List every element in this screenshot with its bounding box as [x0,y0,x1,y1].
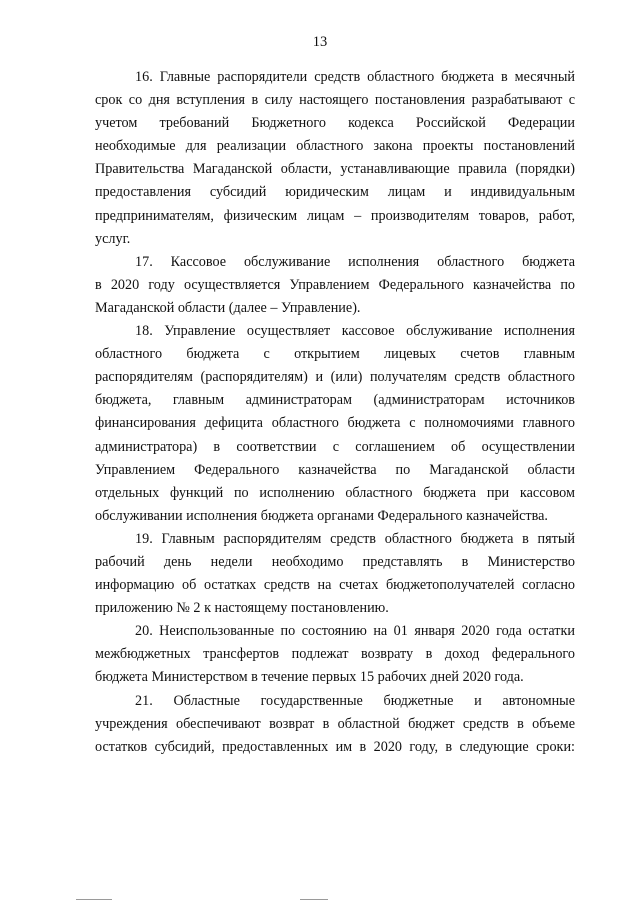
text-line: 18. Управление осуществляет кассовое обслуживание исполнения [135,323,575,340]
text-line: информацию об остатках средств на счетах бюджетополучателей согласно [95,577,575,594]
text-line: обслуживании исполнения бюджета органами Федерального казначейства. [95,507,548,524]
text-line: предпринимателям, физическим лицам – производителям товаров, работ, [95,207,575,224]
text-line: бюджета Министерством в течение первых 15 рабочих дней 2020 года. [95,669,524,686]
text-line: услуг. [95,230,131,247]
page-number: 13 [312,34,328,50]
paragraph-21 [95,690,575,759]
text-line: рабочий день недели необходимо представлять в Министерство [95,553,575,570]
text-line: Правительства Магаданской области, устанавливающие правила (порядки) [95,161,575,178]
text-line: 21. Областные государственные бюджетные и автономные [135,692,575,709]
text-line: 19. Главным распорядителям средств областного бюджета в пятый [135,530,575,547]
paragraph-17 [95,251,575,320]
paragraph-20 [95,620,575,689]
text-line: остатков субсидий, предоставленных им в 2020 году, в следующие сроки: [95,738,575,755]
scan-edge-mark [300,899,328,900]
text-line: распорядителям (распорядителям) и (или) получателям средств областного [95,369,575,386]
text-line: межбюджетных трансфертов подлежат возврату в доход федерального [95,646,575,663]
text-line: 16. Главные распорядители средств областного бюджета в месячный [135,69,575,85]
text-line: необходимые для реализации областного закона проекты постановлений [95,138,575,155]
paragraph-18 [95,320,575,528]
text-line: Магаданской области (далее – Управление). [95,299,361,316]
text-line: бюджета, главным администраторам (администраторам источников [95,392,575,409]
scan-edge-mark [76,899,112,900]
text-line: приложению № 2 к настоящему постановлению. [95,600,389,617]
text-line: срок со дня вступления в силу настоящего постановления разрабатывают с [95,92,575,109]
text-line: предоставления субсидий юридическим лицам и индивидуальным [95,184,575,201]
text-line: учреждения обеспечивают возврат в областной бюджет средств в объеме [95,715,575,732]
paragraph-19 [95,528,575,620]
text-line: в 2020 году осуществляется Управлением Федерального казначейства по [95,276,575,293]
text-line: учетом требований Бюджетного кодекса Российской Федерации [95,115,575,132]
text-line: областного бюджета с открытием лицевых счетов главным [95,346,575,363]
text-line: Управлением Федерального казначейства по Магаданской области [95,461,575,478]
body-text [95,66,575,759]
text-line: администратора) в соответствии с соглашением об осуществлении [95,438,575,455]
text-line: отдельных функций по исполнению областного бюджета при кассовом [95,484,575,501]
paragraph-16 [95,66,575,251]
text-line: финансирования дефицита областного бюджета с полномочиями главного [95,415,575,432]
text-line: 20. Неиспользованные по состоянию на 01 января 2020 года остатки [135,623,575,640]
text-line: 17. Кассовое обслуживание исполнения областного бюджета [135,253,575,270]
